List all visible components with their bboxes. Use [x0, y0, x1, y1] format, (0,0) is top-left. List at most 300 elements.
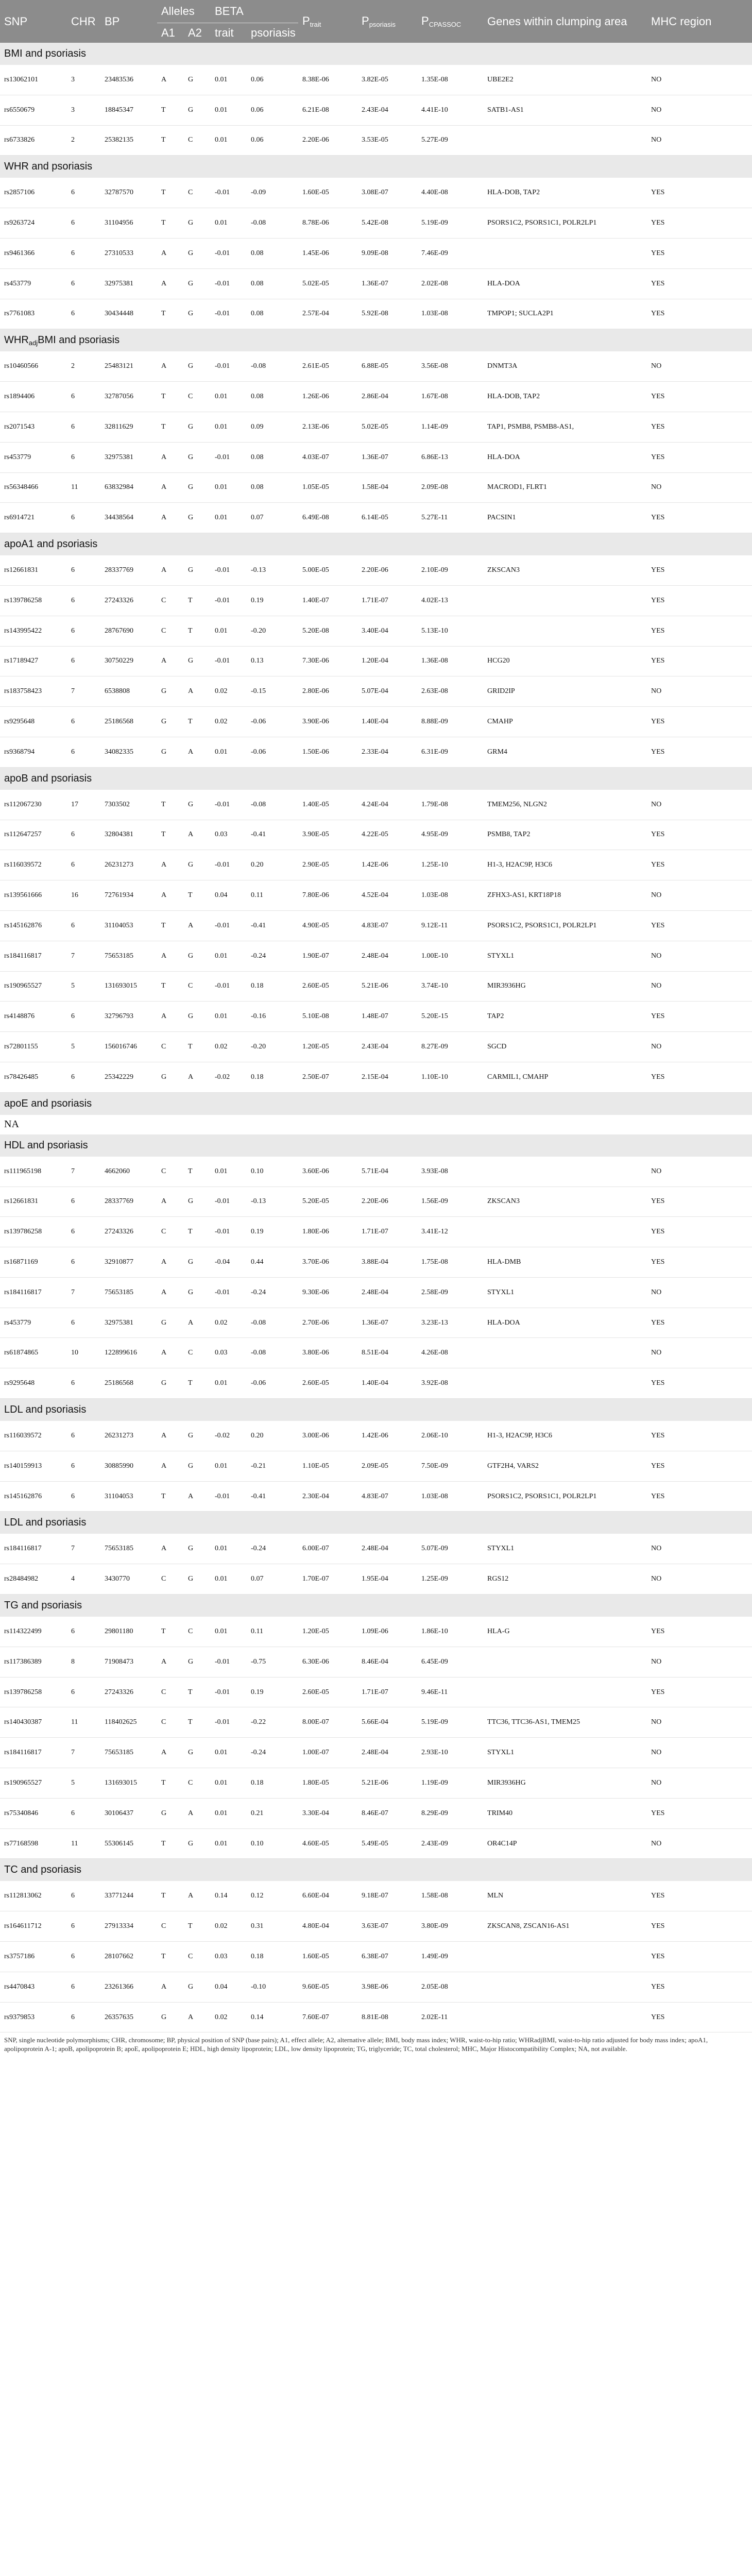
cell-p-cpassoc: 3.74E-10 [417, 971, 483, 1002]
cell-chr: 6 [67, 1308, 100, 1338]
cell-genes: TAP1, PSMB8, PSMB8-AS1, [483, 412, 647, 442]
cell-chr: 6 [67, 737, 100, 767]
cell-a1: A [157, 65, 184, 95]
cell-chr: 6 [67, 1972, 100, 2002]
cell-snp: rs6733826 [0, 125, 67, 156]
cell-p-psoriasis: 5.21E-06 [357, 971, 417, 1002]
cell-mhc: NO [647, 1032, 752, 1062]
table-row [0, 1828, 752, 1859]
cell-genes [483, 2002, 647, 2032]
cell-mhc: YES [647, 2002, 752, 2032]
section-title: TG and psoriasis [0, 1595, 752, 1617]
cell-a2: G [184, 850, 211, 880]
cell-snp: rs139786258 [0, 1677, 67, 1707]
cell-a1: A [157, 503, 184, 533]
table-row [0, 616, 752, 646]
cell-a2: C [184, 1338, 211, 1368]
cell-beta-psoriasis: 0.12 [247, 1881, 298, 1911]
cell-genes: ZKSCAN8, ZSCAN16-AS1 [483, 1911, 647, 1942]
cell-a2: T [184, 585, 211, 616]
cell-p-cpassoc: 1.86E-10 [417, 1617, 483, 1647]
cell-a1: C [157, 1032, 184, 1062]
cell-a1: A [157, 646, 184, 676]
cell-a2: G [184, 412, 211, 442]
cell-p-psoriasis: 6.88E-05 [357, 351, 417, 381]
cell-p-trait: 2.70E-06 [298, 1308, 357, 1338]
cell-a2: G [184, 1451, 211, 1481]
cell-p-cpassoc: 8.88E-09 [417, 707, 483, 737]
cell-beta-trait: 0.01 [211, 616, 247, 646]
table-row [0, 1798, 752, 1828]
cell-beta-trait: -0.01 [211, 1677, 247, 1707]
cell-snp: rs112067230 [0, 790, 67, 820]
cell-p-cpassoc: 1.25E-09 [417, 1564, 483, 1595]
table-row [0, 1157, 752, 1187]
cell-beta-psoriasis: -0.08 [247, 208, 298, 239]
cell-p-psoriasis: 8.51E-04 [357, 1338, 417, 1368]
table-row [0, 1911, 752, 1942]
cell-p-trait: 8.00E-07 [298, 1707, 357, 1738]
cell-p-psoriasis: 2.20E-06 [357, 555, 417, 585]
cell-beta-psoriasis: -0.24 [247, 1738, 298, 1768]
cell-mhc: YES [647, 1421, 752, 1451]
cell-bp: 32975381 [100, 268, 157, 299]
cell-chr: 2 [67, 351, 100, 381]
cell-p-psoriasis: 1.20E-04 [357, 646, 417, 676]
cell-bp: 25382135 [100, 125, 157, 156]
cell-p-cpassoc: 3.23E-13 [417, 1308, 483, 1338]
cell-a1: T [157, 1481, 184, 1512]
cell-beta-psoriasis: -0.24 [247, 1534, 298, 1564]
cell-beta-psoriasis: 0.44 [247, 1247, 298, 1278]
table-row [0, 1002, 752, 1032]
cell-snp: rs75340846 [0, 1798, 67, 1828]
cell-p-cpassoc: 8.29E-09 [417, 1798, 483, 1828]
cell-bp: 26357635 [100, 2002, 157, 2032]
table-row [0, 1707, 752, 1738]
cell-snp: rs111965198 [0, 1157, 67, 1187]
cell-a1: A [157, 442, 184, 472]
cell-p-psoriasis: 8.46E-07 [357, 1798, 417, 1828]
cell-chr: 6 [67, 503, 100, 533]
cell-chr: 6 [67, 1677, 100, 1707]
cell-beta-trait: 0.02 [211, 1032, 247, 1062]
cell-snp: rs139786258 [0, 585, 67, 616]
cell-p-trait: 2.13E-06 [298, 412, 357, 442]
cell-beta-trait: -0.01 [211, 850, 247, 880]
cell-genes: HLA-DOA [483, 1308, 647, 1338]
cell-p-psoriasis: 1.48E-07 [357, 1002, 417, 1032]
cell-a2: G [184, 1421, 211, 1451]
cell-a2: T [184, 616, 211, 646]
cell-bp: 25186568 [100, 1368, 157, 1399]
cell-bp: 28337769 [100, 555, 157, 585]
cell-beta-psoriasis: -0.16 [247, 1002, 298, 1032]
cell-snp: rs145162876 [0, 910, 67, 941]
cell-a1: T [157, 1881, 184, 1911]
cell-genes: ZKSCAN3 [483, 555, 647, 585]
cell-bp: 27913334 [100, 1911, 157, 1942]
cell-a2: G [184, 790, 211, 820]
cell-mhc: YES [647, 1972, 752, 2002]
cell-mhc: YES [647, 1187, 752, 1217]
cell-p-psoriasis: 5.92E-08 [357, 299, 417, 329]
cell-p-psoriasis: 8.81E-08 [357, 2002, 417, 2032]
cell-p-trait: 1.20E-05 [298, 1032, 357, 1062]
header-p-trait: $P_{trait}$ [298, 0, 357, 43]
cell-p-cpassoc: 2.05E-08 [417, 1972, 483, 2002]
cell-snp: rs6914721 [0, 503, 67, 533]
cell-beta-trait: 0.03 [211, 1338, 247, 1368]
cell-beta-trait: 0.01 [211, 1368, 247, 1399]
cell-mhc: YES [647, 442, 752, 472]
cell-mhc: NO [647, 351, 752, 381]
cell-snp: rs114322499 [0, 1617, 67, 1647]
table-row [0, 1647, 752, 1677]
cell-bp: 25186568 [100, 707, 157, 737]
cell-mhc: NO [647, 1647, 752, 1677]
cell-chr: 6 [67, 1481, 100, 1512]
table-row [0, 1972, 752, 2002]
cell-p-cpassoc: 1.00E-10 [417, 941, 483, 971]
table-row [0, 1277, 752, 1308]
cell-mhc: YES [647, 1881, 752, 1911]
cell-beta-trait: 0.04 [211, 1972, 247, 2002]
cell-p-trait: 9.60E-05 [298, 1972, 357, 2002]
cell-snp: rs9295648 [0, 707, 67, 737]
cell-bp: 27310533 [100, 238, 157, 268]
cell-a1: C [157, 1911, 184, 1942]
cell-a2: C [184, 971, 211, 1002]
cell-beta-psoriasis: 0.10 [247, 1828, 298, 1859]
cell-mhc: NO [647, 1534, 752, 1564]
cell-p-cpassoc: 6.31E-09 [417, 737, 483, 767]
cell-beta-trait: -0.01 [211, 1707, 247, 1738]
cell-genes: TMEM256, NLGN2 [483, 790, 647, 820]
cell-beta-psoriasis: 0.19 [247, 585, 298, 616]
cell-p-trait: 4.03E-07 [298, 442, 357, 472]
cell-p-psoriasis: 1.40E-04 [357, 1368, 417, 1399]
cell-snp: rs184116817 [0, 1738, 67, 1768]
cell-snp: rs453779 [0, 442, 67, 472]
table-row [0, 1534, 752, 1564]
cell-snp: rs9379853 [0, 2002, 67, 2032]
cell-p-cpassoc: 5.20E-15 [417, 1002, 483, 1032]
cell-chr: 6 [67, 1002, 100, 1032]
cell-mhc: YES [647, 707, 752, 737]
cell-genes: CMAHP [483, 707, 647, 737]
cell-genes: TAP2 [483, 1002, 647, 1032]
cell-chr: 10 [67, 1338, 100, 1368]
cell-a1: T [157, 95, 184, 125]
table-row [0, 1308, 752, 1338]
cell-snp: rs9368794 [0, 737, 67, 767]
cell-a2: T [184, 1911, 211, 1942]
cell-beta-trait: -0.01 [211, 299, 247, 329]
table-row [0, 65, 752, 95]
cell-p-cpassoc: 3.56E-08 [417, 351, 483, 381]
cell-beta-trait: -0.01 [211, 1277, 247, 1308]
cell-beta-psoriasis: -0.13 [247, 555, 298, 585]
header-genes: Genes within clumping area [483, 0, 647, 43]
cell-p-cpassoc: 2.10E-09 [417, 555, 483, 585]
cell-a2: G [184, 1002, 211, 1032]
cell-beta-psoriasis: -0.22 [247, 1707, 298, 1738]
cell-chr: 11 [67, 472, 100, 503]
cell-genes [483, 616, 647, 646]
cell-genes: ZKSCAN3 [483, 1187, 647, 1217]
cell-chr: 6 [67, 585, 100, 616]
cell-p-psoriasis: 2.43E-04 [357, 95, 417, 125]
cell-mhc: YES [647, 1002, 752, 1032]
cell-beta-trait: 0.02 [211, 1308, 247, 1338]
cell-p-psoriasis: 4.52E-04 [357, 880, 417, 911]
cell-a1: A [157, 850, 184, 880]
cell-beta-trait: -0.01 [211, 646, 247, 676]
cell-mhc: YES [647, 268, 752, 299]
cell-bp: 34438564 [100, 503, 157, 533]
cell-p-cpassoc: 1.19E-09 [417, 1768, 483, 1799]
cell-genes: HCG20 [483, 646, 647, 676]
cell-p-trait: 6.30E-06 [298, 1647, 357, 1677]
cell-chr: 6 [67, 1881, 100, 1911]
table-row [0, 1032, 752, 1062]
cell-genes: TMPOP1; SUCLA2P1 [483, 299, 647, 329]
cell-a1: G [157, 676, 184, 707]
table-row [0, 412, 752, 442]
cell-bp: 32910877 [100, 1247, 157, 1278]
cell-p-trait: 2.20E-06 [298, 125, 357, 156]
cell-beta-psoriasis: 0.18 [247, 971, 298, 1002]
cell-mhc: NO [647, 1738, 752, 1768]
cell-beta-psoriasis: 0.07 [247, 1564, 298, 1595]
table-row [0, 382, 752, 412]
cell-p-trait: 8.38E-06 [298, 65, 357, 95]
cell-bp: 32811629 [100, 412, 157, 442]
cell-beta-trait: 0.01 [211, 1828, 247, 1859]
cell-a1: G [157, 1368, 184, 1399]
cell-mhc: YES [647, 1677, 752, 1707]
cell-p-cpassoc: 2.93E-10 [417, 1738, 483, 1768]
cell-chr: 16 [67, 880, 100, 911]
cell-a1: A [157, 351, 184, 381]
cell-mhc: YES [647, 238, 752, 268]
table-row [0, 941, 752, 971]
cell-beta-trait: 0.01 [211, 208, 247, 239]
cell-p-psoriasis: 4.22E-05 [357, 820, 417, 850]
cell-p-cpassoc: 9.46E-11 [417, 1677, 483, 1707]
cell-chr: 7 [67, 1277, 100, 1308]
table-row [0, 1421, 752, 1451]
cell-p-trait: 2.30E-04 [298, 1481, 357, 1512]
cell-bp: 75653185 [100, 1738, 157, 1768]
cell-p-trait: 3.70E-06 [298, 1247, 357, 1278]
cell-p-cpassoc: 4.40E-08 [417, 178, 483, 208]
section-title: TC and psoriasis [0, 1859, 752, 1882]
cell-bp: 7303502 [100, 790, 157, 820]
cell-beta-trait: -0.01 [211, 585, 247, 616]
cell-snp: rs139561666 [0, 880, 67, 911]
cell-p-cpassoc: 6.45E-09 [417, 1647, 483, 1677]
cell-beta-trait: -0.01 [211, 910, 247, 941]
cell-p-trait: 1.05E-05 [298, 472, 357, 503]
cell-a2: T [184, 1707, 211, 1738]
cell-p-psoriasis: 1.71E-07 [357, 1217, 417, 1247]
cell-p-cpassoc: 4.02E-13 [417, 585, 483, 616]
cell-a1: A [157, 1534, 184, 1564]
cell-bp: 23261366 [100, 1972, 157, 2002]
cell-p-trait: 3.90E-05 [298, 820, 357, 850]
cell-a1: T [157, 1617, 184, 1647]
cell-a1: C [157, 616, 184, 646]
cell-bp: 63832984 [100, 472, 157, 503]
cell-beta-psoriasis: 0.10 [247, 1157, 298, 1187]
cell-mhc: NO [647, 95, 752, 125]
cell-p-trait: 6.60E-04 [298, 1881, 357, 1911]
cell-genes: SGCD [483, 1032, 647, 1062]
cell-mhc: NO [647, 1277, 752, 1308]
cell-snp: rs190965527 [0, 1768, 67, 1799]
cell-p-trait: 5.02E-05 [298, 268, 357, 299]
cell-genes: SATB1-AS1 [483, 95, 647, 125]
cell-p-psoriasis: 2.48E-04 [357, 1534, 417, 1564]
cell-mhc: YES [647, 850, 752, 880]
header-snp: SNP [0, 0, 67, 43]
cell-p-cpassoc: 3.80E-09 [417, 1911, 483, 1942]
cell-chr: 6 [67, 268, 100, 299]
cell-mhc: NO [647, 790, 752, 820]
cell-p-cpassoc: 3.41E-12 [417, 1217, 483, 1247]
cell-beta-psoriasis: 0.08 [247, 268, 298, 299]
cell-snp: rs72801155 [0, 1032, 67, 1062]
cell-genes: H1-3, H2AC9P, H3C6 [483, 850, 647, 880]
cell-mhc: YES [647, 910, 752, 941]
cell-beta-trait: -0.04 [211, 1247, 247, 1278]
cell-beta-trait: 0.01 [211, 1738, 247, 1768]
cell-chr: 6 [67, 707, 100, 737]
cell-mhc: NO [647, 880, 752, 911]
cell-chr: 6 [67, 1421, 100, 1451]
cell-p-trait: 9.30E-06 [298, 1277, 357, 1308]
cell-p-psoriasis: 4.83E-07 [357, 910, 417, 941]
cell-snp: rs453779 [0, 268, 67, 299]
cell-beta-trait: 0.03 [211, 820, 247, 850]
cell-genes [483, 125, 647, 156]
cell-genes: ZFHX3-AS1, KRT18P18 [483, 880, 647, 911]
cell-beta-psoriasis: 0.06 [247, 65, 298, 95]
cell-beta-psoriasis: -0.15 [247, 676, 298, 707]
cell-p-psoriasis: 8.46E-04 [357, 1647, 417, 1677]
section-header [0, 1134, 752, 1157]
cell-beta-psoriasis: -0.06 [247, 1368, 298, 1399]
cell-genes [483, 238, 647, 268]
cell-a2: C [184, 382, 211, 412]
cell-p-cpassoc: 2.09E-08 [417, 472, 483, 503]
cell-p-psoriasis: 2.48E-04 [357, 941, 417, 971]
table-row [0, 1617, 752, 1647]
cell-p-cpassoc: 3.93E-08 [417, 1157, 483, 1187]
cell-bp: 30750229 [100, 646, 157, 676]
cell-p-cpassoc: 3.92E-08 [417, 1368, 483, 1399]
section-header [0, 329, 752, 352]
cell-beta-trait: 0.01 [211, 1002, 247, 1032]
cell-p-trait: 7.30E-06 [298, 646, 357, 676]
table-row [0, 1677, 752, 1707]
cell-p-psoriasis: 1.95E-04 [357, 1564, 417, 1595]
cell-snp: rs16871169 [0, 1247, 67, 1278]
cell-beta-trait: 0.02 [211, 707, 247, 737]
cell-beta-trait: -0.01 [211, 555, 247, 585]
cell-beta-trait: -0.01 [211, 178, 247, 208]
table-row [0, 442, 752, 472]
cell-mhc: NO [647, 125, 752, 156]
cell-a1: A [157, 555, 184, 585]
cell-beta-psoriasis: -0.13 [247, 1187, 298, 1217]
cell-bp: 26231273 [100, 850, 157, 880]
cell-snp: rs17189427 [0, 646, 67, 676]
cell-bp: 75653185 [100, 941, 157, 971]
header-beta-psoriasis: psoriasis [247, 23, 298, 43]
cell-bp: 27243326 [100, 585, 157, 616]
cell-a1: T [157, 1942, 184, 1972]
cell-chr: 11 [67, 1828, 100, 1859]
cell-beta-trait: 0.01 [211, 1534, 247, 1564]
cell-p-psoriasis: 3.53E-05 [357, 125, 417, 156]
cell-genes: PSORS1C2, PSORS1C1, POLR2LP1 [483, 910, 647, 941]
cell-a1: A [157, 880, 184, 911]
cell-a2: G [184, 1972, 211, 2002]
table-row [0, 238, 752, 268]
cell-genes: PACSIN1 [483, 503, 647, 533]
cell-beta-trait: -0.01 [211, 971, 247, 1002]
cell-beta-psoriasis: 0.19 [247, 1217, 298, 1247]
cell-mhc: YES [647, 1062, 752, 1092]
cell-p-psoriasis: 6.14E-05 [357, 503, 417, 533]
header-alleles: Alleles [157, 0, 211, 23]
cell-p-psoriasis: 3.98E-06 [357, 1972, 417, 2002]
cell-p-cpassoc: 1.25E-10 [417, 850, 483, 880]
cell-genes: DNMT3A [483, 351, 647, 381]
cell-p-cpassoc: 5.27E-11 [417, 503, 483, 533]
cell-genes [483, 1157, 647, 1187]
cell-a2: A [184, 2002, 211, 2032]
cell-beta-psoriasis: -0.41 [247, 820, 298, 850]
section-note: NA [4, 1118, 19, 1130]
cell-genes: STYXL1 [483, 941, 647, 971]
cell-p-cpassoc: 1.75E-08 [417, 1247, 483, 1278]
cell-mhc: NO [647, 65, 752, 95]
cell-snp: rs140159913 [0, 1451, 67, 1481]
header-chr: CHR [67, 0, 100, 43]
cell-beta-trait: 0.01 [211, 472, 247, 503]
cell-genes: STYXL1 [483, 1738, 647, 1768]
cell-p-cpassoc: 5.19E-09 [417, 208, 483, 239]
cell-a1: A [157, 1247, 184, 1278]
table-row [0, 1217, 752, 1247]
cell-chr: 6 [67, 1942, 100, 1972]
cell-p-cpassoc: 5.19E-09 [417, 1707, 483, 1738]
cell-snp: rs117386389 [0, 1647, 67, 1677]
cell-a2: G [184, 95, 211, 125]
cell-mhc: YES [647, 178, 752, 208]
cell-mhc: YES [647, 1942, 752, 1972]
cell-beta-psoriasis: 0.13 [247, 646, 298, 676]
cell-a1: A [157, 1338, 184, 1368]
cell-genes: MLN [483, 1881, 647, 1911]
cell-p-psoriasis: 1.09E-06 [357, 1617, 417, 1647]
cell-beta-psoriasis: 0.20 [247, 850, 298, 880]
cell-a1: C [157, 1217, 184, 1247]
